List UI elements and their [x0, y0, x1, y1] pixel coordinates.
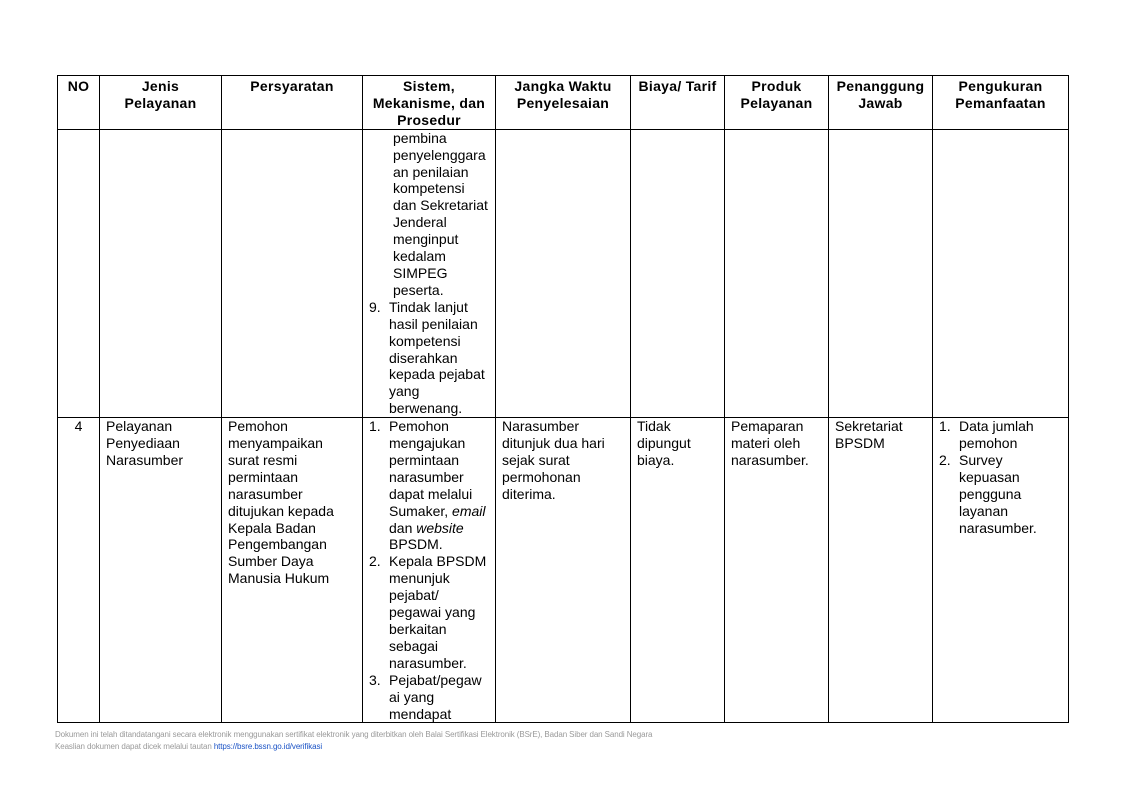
signature-footer — [55, 729, 652, 753]
system-steps — [369, 299, 489, 417]
cell-produk: Pemaparan materi oleh narasumber. — [725, 418, 829, 723]
cell-biaya — [631, 129, 725, 417]
system-steps — [369, 418, 489, 722]
header-biaya: Biaya/ Tarif — [631, 76, 725, 130]
cell-jangka — [496, 129, 631, 417]
cell-sistem — [363, 418, 496, 723]
list-item — [369, 672, 489, 723]
cell-penanggung — [829, 129, 933, 417]
item-text: Data jumlah pemohon — [959, 418, 1034, 452]
header-pengukuran: Pengukuran Pemanfaatan — [933, 76, 1069, 130]
list-item — [369, 299, 489, 417]
cell-biaya: Tidak dipungut biaya. — [631, 418, 725, 723]
header-sistem: Sistem, Mekanisme, dan Prosedur — [363, 76, 496, 130]
measurement-list — [939, 418, 1062, 536]
step-text-part: BPSDM. — [389, 536, 443, 553]
table-row — [58, 418, 1069, 723]
step-text-part: dan — [389, 519, 413, 536]
step-text: Kepala BPSDM menunjuk pejabat/ pegawai yang berkaitan sebagai narasumber. — [389, 553, 487, 671]
item-text: Survey kepuasan pengguna layanan narasumber. — [959, 451, 1037, 536]
step-text-email: email — [452, 502, 486, 519]
verification-link[interactable]: https://bsre.bssn.go.id/verifikasi — [213, 742, 323, 751]
cell-jenis — [100, 129, 222, 417]
cell-sistem — [363, 129, 496, 417]
list-item — [939, 418, 1062, 452]
item-number: 2. — [939, 451, 951, 468]
footer-line-2 — [55, 741, 652, 753]
list-item — [369, 418, 489, 553]
cell-jenis: Pelayanan Penyediaan Narasumber — [100, 418, 222, 723]
step-text: Tindak lanjut hasil penilaian kompetensi diserahkan kepada pejabat yang berwenang. — [389, 298, 485, 417]
header-jenis-pelayanan: Jenis Pelayanan — [100, 76, 222, 130]
table-row — [58, 129, 1069, 417]
service-standard-table — [57, 75, 1069, 723]
list-item — [369, 553, 489, 671]
footer-line-1: Dokumen ini telah ditandatangani secara elektronik menggunakan sertifikat elektronik yang diterbitkan oleh Balai Sertifikasi Elektronik (BSrE), Badan Siber dan Sandi Negara — [55, 730, 653, 739]
cell-penanggung: Sekretariat BPSDM — [829, 418, 933, 723]
footer-line-2-prefix: Keaslian dokumen dapat dicek melalui tautan — [55, 742, 214, 751]
cell-pengukuran — [933, 418, 1069, 723]
list-item — [939, 452, 1062, 537]
header-no: NO — [58, 76, 100, 130]
step-text — [389, 418, 489, 553]
header-produk: Produk Pelayanan — [725, 76, 829, 130]
step-text-part: Pemohon mengajukan permintaan narasumber dapat melalui Sumaker, — [389, 418, 473, 519]
cell-persyaratan: Pemohon menyampaikan surat resmi permintaan narasumber ditujukan kepada Kepala Badan Pengembangan Sumber Daya Manusia Hukum — [222, 418, 363, 723]
step-number: 9. — [369, 298, 381, 315]
step-text-website: website — [416, 519, 464, 536]
header-jangka-waktu: Jangka Waktu Penyelesaian — [496, 76, 631, 130]
system-continued-text: pembina penyelenggara an penilaian kompetensi dan Sekretariat Jenderal menginput kedalam SIMPEG peserta. — [393, 129, 488, 298]
cell-pengukuran — [933, 129, 1069, 417]
cell-no — [58, 129, 100, 417]
step-number: 2. — [369, 553, 381, 570]
step-number: 1. — [369, 418, 381, 435]
cell-jangka: Narasumber ditunjuk dua hari sejak surat permohonan diterima. — [496, 418, 631, 723]
step-text: Pejabat/pegaw ai yang mendapat — [389, 671, 482, 722]
header-penanggung-jawab: Penanggung Jawab — [829, 76, 933, 130]
step-number: 3. — [369, 671, 381, 688]
cell-persyaratan — [222, 129, 363, 417]
cell-no: 4 — [58, 418, 100, 723]
header-persyaratan: Persyaratan — [222, 76, 363, 130]
cell-produk — [725, 129, 829, 417]
table-header-row — [58, 76, 1069, 130]
item-number: 1. — [939, 418, 951, 435]
